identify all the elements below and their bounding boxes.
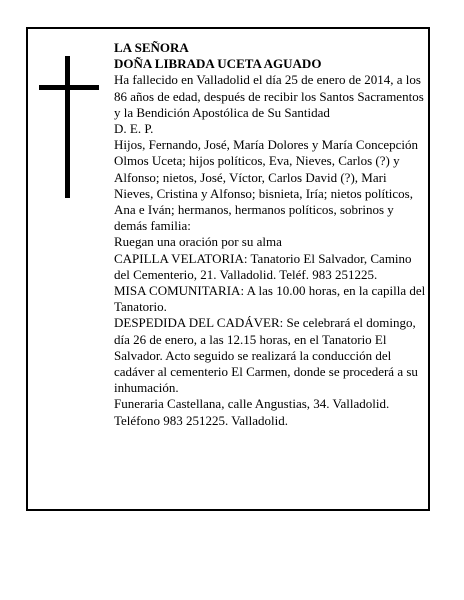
mass-info: MISA COMUNITARIA: A las 10.00 horas, en la capilla del Tanatorio.	[114, 283, 426, 315]
farewell-info: DESPEDIDA DEL CADÁVER: Se celebrará el domingo, día 26 de enero, a las 12.15 horas, en el Tanatorio El Salvador. Acto seguido se realizará la conducción del cadáver al cementerio El Carmen, donde se procederá a su inhumación.	[114, 315, 418, 396]
deceased-name: DOÑA LIBRADA UCETA AGUADO	[114, 56, 322, 72]
prayer-request: Ruegan una oración por su alma	[114, 234, 282, 250]
chapel-info: CAPILLA VELATORIA: Tanatorio El Salvador, Camino del Cementerio, 21. Valladolid. Teléf. 983 251225.	[114, 250, 412, 282]
death-announcement: Ha fallecido en Valladolid el día 25 de enero de 2014, a los 86 años de edad, después de recibir los Santos Sacramentos y la Bendición Apostólica de Su Santidad	[114, 72, 424, 120]
cross-icon	[39, 56, 99, 198]
notice-title: LA SEÑORA	[114, 40, 189, 55]
rip-line: D. E. P.	[114, 121, 154, 137]
obituary-notice	[26, 27, 430, 511]
family-list: Hijos, Fernando, José, María Dolores y María Concepción Olmos Uceta; hijos políticos, Eva, Nieves, Carlos (?) y Alfonso; nietos, José, Víctor, Carlos David (?), Mari Nieves, Cristina y Alfonso; bisnieta, Iría; nietos políticos, Ana e Iván; hermanos, hermanos políticos, sobrinos y demás familia:	[114, 137, 418, 234]
cross-horizontal-bar	[39, 85, 99, 90]
notice-text	[114, 40, 426, 429]
cross-vertical-bar	[65, 56, 70, 198]
funeral-home-info: Funeraria Castellana, calle Angustias, 34. Valladolid. Teléfono 983 251225. Valladolid.	[114, 396, 390, 428]
